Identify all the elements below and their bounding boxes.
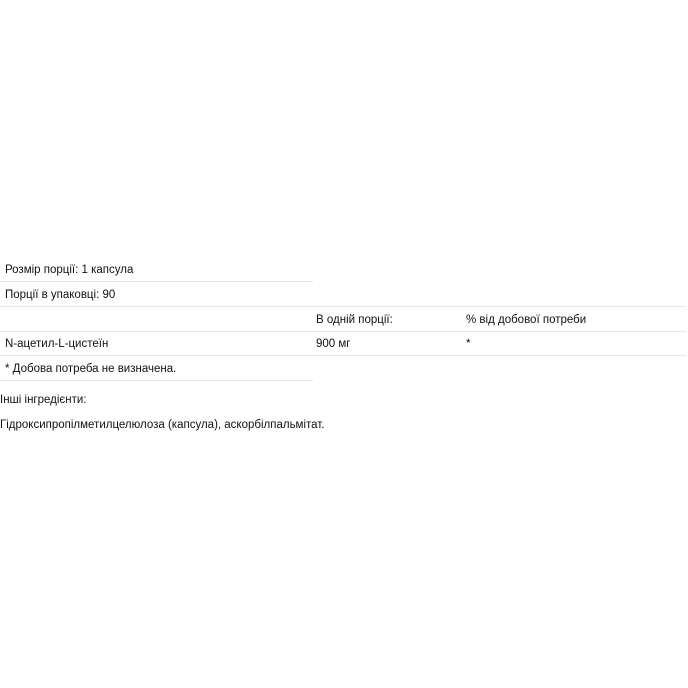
other-ingredients-heading: Інші інгредієнти:: [0, 394, 87, 406]
ingredient-name: N-ацетил-L-цистеїн: [5, 338, 109, 350]
serving-size-row: [0, 257, 313, 282]
per-serving-header: В одній порції:: [316, 314, 393, 326]
servings-per-container-row: [0, 282, 686, 307]
ingredient-daily-value: *: [466, 338, 471, 350]
serving-size-label: Розмір порції: 1 капсула: [5, 264, 134, 276]
other-ingredients-text: Гідроксипропілметилцелюлоза (капсула), аскорбілпальмітат.: [0, 419, 325, 431]
daily-value-header: % від добової потреби: [466, 314, 587, 326]
table-header-row: [0, 307, 686, 332]
footnote-row: [0, 356, 313, 381]
ingredient-amount: 900 мг: [316, 338, 351, 350]
servings-per-container-label: Порції в упаковці: 90: [5, 289, 116, 301]
ingredient-row: [0, 331, 686, 356]
footnote-text: * Добова потреба не визначена.: [5, 363, 177, 375]
